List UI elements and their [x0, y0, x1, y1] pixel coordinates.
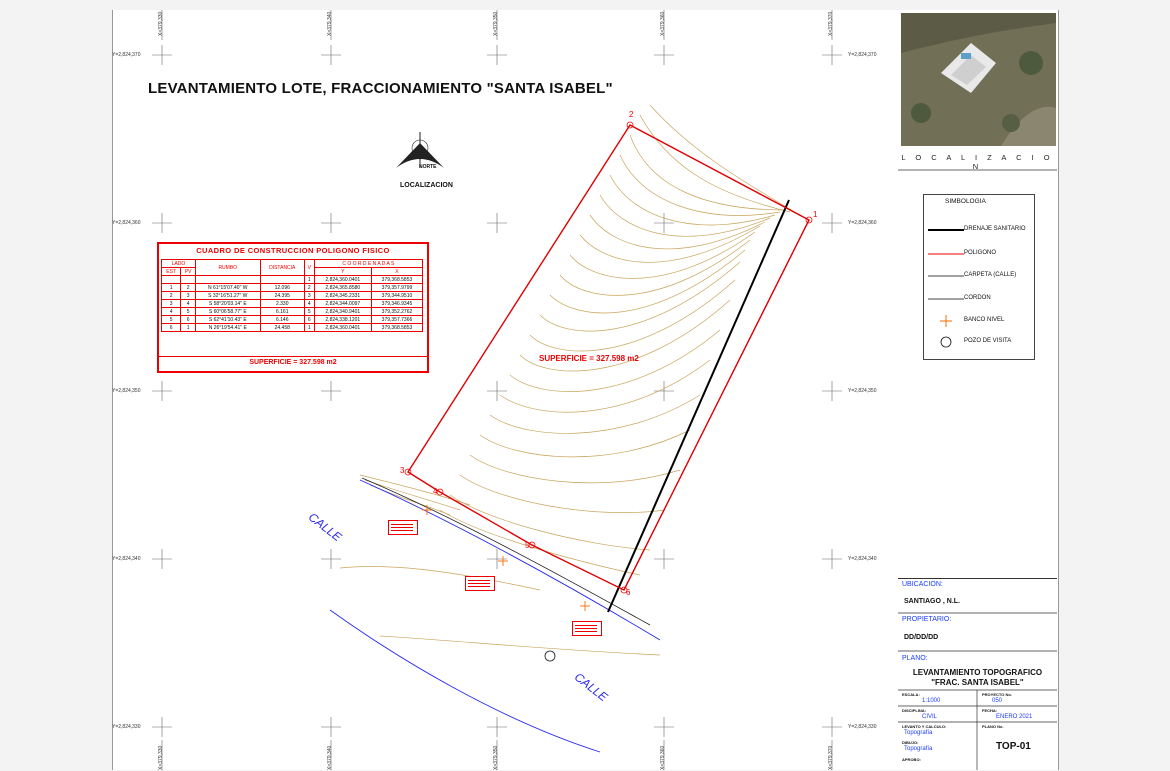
cell-y: 2,824,360.0401	[314, 324, 371, 332]
levanto-value: Topografía	[904, 730, 933, 736]
drawing-title: LEVANTAMIENTO LOTE, FRACCIONAMIENTO "SANTA ISABEL"	[148, 80, 613, 97]
cell-x: 379,344.9510	[371, 292, 422, 300]
legend-title: SIMBOLOGIA	[945, 198, 986, 205]
cell-v: 5	[305, 308, 315, 316]
construction-table-superficie: SUPERFICIE = 327.598 m2	[159, 356, 427, 366]
col-x: X	[371, 268, 422, 276]
plano-label: PLANO:	[902, 655, 928, 662]
plano-no-value: TOP-01	[996, 741, 1031, 752]
disciplina-label: DISCIPLINA:	[902, 708, 926, 713]
cell-pv: 5	[181, 308, 196, 316]
escala-label: ESCALA:	[902, 692, 920, 697]
street-lines	[330, 480, 660, 752]
cell-x: 379,346.9345	[371, 300, 422, 308]
cell-v: 3	[305, 292, 315, 300]
grid-y-label: Y=2,824,360	[848, 220, 877, 226]
cell-pv	[181, 276, 196, 284]
cell-rumbo: N 61°15'07.40" W	[196, 284, 261, 292]
cell-est: 2	[162, 292, 181, 300]
cell-dist	[260, 276, 305, 284]
grid-y-label: Y=2,824,330	[112, 724, 141, 730]
cell-dist: 24.458	[260, 324, 305, 332]
grid-x-label: X=379,330	[158, 11, 164, 36]
cell-pv: 3	[181, 292, 196, 300]
legend-carpeta: CARPETA (CALLE)	[964, 272, 1017, 278]
benchmark-tag	[388, 520, 418, 535]
cell-est: 5	[162, 316, 181, 324]
cell-y: 2,824,360.0401	[314, 276, 371, 284]
cell-y: 2,824,345.2331	[314, 292, 371, 300]
ubicacion-label: UBICACION:	[902, 581, 943, 588]
fecha-label: FECHA:	[982, 708, 998, 713]
table-row	[162, 308, 423, 316]
propietario-value: DD/DD/DD	[904, 634, 939, 641]
cell-dist: 12.096	[260, 284, 305, 292]
cell-pv: 2	[181, 284, 196, 292]
street-label: CALLE	[571, 669, 611, 705]
grid-x-label: X=379,330	[158, 745, 164, 770]
vertex-label: 3	[400, 466, 405, 475]
col-y: Y	[314, 268, 371, 276]
construction-table-title: CUADRO DE CONSTRUCCION POLIGONO FISICO	[196, 246, 390, 255]
grid-x-label: X=379,360	[660, 745, 666, 770]
cell-rumbo: S 32°16'51.27" W	[196, 292, 261, 300]
fecha-value: ENERO 2021	[996, 714, 1033, 720]
legend-banco: BANCO NIVEL	[964, 317, 1005, 323]
cell-rumbo: S 58°20'03.14" E	[196, 300, 261, 308]
cordon-line	[362, 478, 650, 625]
col-distancia: DISTANCIA	[260, 260, 305, 276]
cell-rumbo: S 62°41'10.43" E	[196, 316, 261, 324]
grid-y-label: Y=2,824,370	[112, 52, 141, 58]
proyecto-label: PROYECTO No.	[982, 692, 1012, 697]
grid-x-label: X=379,340	[327, 11, 333, 36]
north-tag: NORTE	[419, 164, 437, 170]
north-arrow	[396, 132, 444, 168]
grid-y-label: Y=2,824,340	[848, 556, 877, 562]
grid-x-label: X=379,370	[828, 745, 834, 770]
col-coordenadas: C O O R D E N A D A S	[314, 260, 422, 268]
propietario-label: PROPIETARIO:	[902, 616, 952, 623]
cell-v: 2	[305, 284, 315, 292]
cell-rumbo: N 26°19'54.41" E	[196, 324, 261, 332]
grid-x-label: X=379,360	[660, 11, 666, 36]
grid-x-label: X=379,350	[493, 11, 499, 36]
grid-y-label: Y=2,824,360	[112, 220, 141, 226]
cell-x: 379,357.7366	[371, 316, 422, 324]
vertex-label: 2	[629, 110, 634, 119]
grid-x-label: X=379,370	[828, 11, 834, 36]
grid-x-label: X=379,350	[493, 745, 499, 770]
proyecto-value: 050	[992, 698, 1003, 704]
table-row	[162, 300, 423, 308]
map-superficie-label: SUPERFICIE = 327.598 m2	[539, 354, 639, 363]
cell-x: 379,368.5853	[371, 324, 422, 332]
localizacion-heading: L O C A L I Z A C I O N	[901, 153, 1054, 171]
grid-y-label: Y=2,824,350	[848, 388, 877, 394]
north-location-label: LOCALIZACION	[400, 182, 453, 189]
grid-y-label: Y=2,824,330	[848, 724, 877, 730]
cell-est: 3	[162, 300, 181, 308]
street-label: CALLE	[305, 509, 345, 545]
escala-value: 1:1000	[922, 698, 941, 704]
cell-dist: 6.161	[260, 308, 305, 316]
dibujo-value: Topografía	[904, 746, 933, 752]
location-aerial-image	[901, 13, 1056, 146]
cell-est: 4	[162, 308, 181, 316]
benchmark-tag	[572, 621, 602, 636]
cell-pv: 1	[181, 324, 196, 332]
table-row	[162, 284, 423, 292]
cell-y: 2,824,344.0097	[314, 300, 371, 308]
cell-y: 2,824,365.8580	[314, 284, 371, 292]
cell-dist: 6.146	[260, 316, 305, 324]
vertex-label: 4	[433, 487, 438, 496]
table-row	[162, 324, 423, 332]
grid-y-label: Y=2,824,370	[848, 52, 877, 58]
vertex-label: 5	[525, 541, 530, 550]
grid-x-label: X=379,340	[327, 745, 333, 770]
cell-pv: 6	[181, 316, 196, 324]
grid-y-label: Y=2,824,340	[112, 556, 141, 562]
legend-cordon: CORDON	[964, 295, 991, 301]
cell-x: 379,368.5853	[371, 276, 422, 284]
table-row	[162, 276, 423, 284]
cell-est	[162, 276, 181, 284]
col-rumbo: RUMBO	[196, 260, 261, 276]
aprobo-label: APROBO:	[902, 757, 921, 762]
legend-poligono: POLIGONO	[964, 250, 997, 256]
cell-dist: 2.330	[260, 300, 305, 308]
plano-title-line1: LEVANTAMIENTO TOPOGRAFICO	[912, 668, 1043, 677]
construction-table-grid	[161, 259, 423, 332]
cell-y: 2,824,340.9401	[314, 308, 371, 316]
table-row	[162, 292, 423, 300]
cell-v: 6	[305, 316, 315, 324]
dibujo-label: DIBUJO:	[902, 740, 919, 745]
cell-est: 1	[162, 284, 181, 292]
col-est: EST	[162, 268, 181, 276]
disciplina-value: CIVIL	[922, 714, 938, 720]
table-row	[162, 316, 423, 324]
legend-pozo: POZO DE VISITA	[964, 338, 1012, 344]
col-lado: LADO	[162, 260, 196, 268]
plano-no-label: PLANO No.	[982, 724, 1004, 729]
plano-title-line2: "FRAC. SANTA ISABEL"	[931, 678, 1024, 687]
cell-v: 4	[305, 300, 315, 308]
vertex-label: 1	[813, 210, 818, 219]
vertex-label: 6	[626, 588, 631, 597]
cell-pv: 4	[181, 300, 196, 308]
col-pv: PV	[181, 268, 196, 276]
cell-rumbo: S 60°06'58.77" E	[196, 308, 261, 316]
cell-x: 379,352.2762	[371, 308, 422, 316]
ubicacion-value: SANTIAGO , N.L.	[904, 598, 960, 605]
cell-dist: 24.395	[260, 292, 305, 300]
grid-crosses	[152, 45, 842, 737]
cell-v: 1	[305, 276, 315, 284]
cell-rumbo	[196, 276, 261, 284]
cell-y: 2,824,338.1201	[314, 316, 371, 324]
construction-table	[157, 242, 429, 373]
cell-x: 379,357.9799	[371, 284, 422, 292]
legend-drenaje: DRENAJE SANITARIO	[964, 226, 1026, 232]
cell-v: 1	[305, 324, 315, 332]
benchmark-tag	[465, 576, 495, 591]
col-v: V	[305, 260, 315, 276]
levanto-label: LEVANTO Y CALCULO:	[902, 724, 947, 729]
cell-est: 6	[162, 324, 181, 332]
grid-y-label: Y=2,824,350	[112, 388, 141, 394]
manhole-marker	[545, 651, 555, 661]
